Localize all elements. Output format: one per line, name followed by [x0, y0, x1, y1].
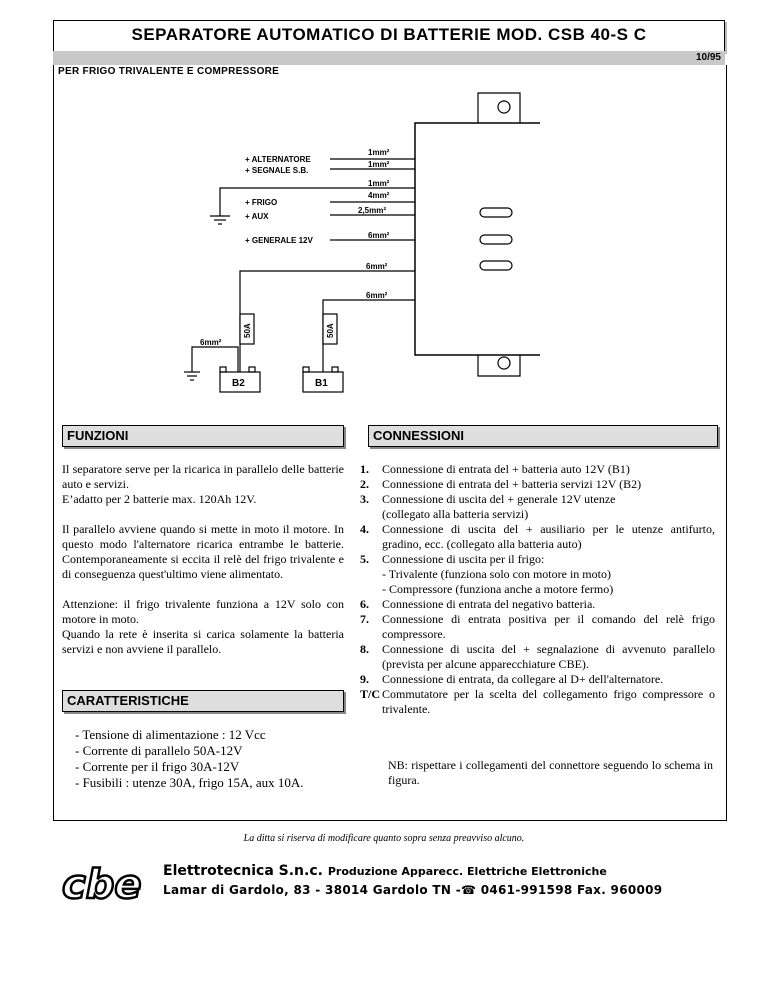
- wire-size-9: 6mm²: [200, 338, 222, 347]
- wire-size-6: 6mm²: [368, 231, 390, 240]
- wiring-diagram: [160, 88, 540, 398]
- connessioni-list: [360, 462, 715, 717]
- caratteristica-item: - Tensione di alimentazione : 12 Vcc: [75, 727, 266, 742]
- label-aux: + AUX: [245, 212, 269, 221]
- label-segnale: + SEGNALE S.B.: [245, 166, 309, 175]
- header-band: [53, 51, 725, 65]
- svg-text:cbe: cbe: [62, 862, 142, 908]
- document-date: 10/95: [695, 52, 721, 63]
- funzioni-text: [62, 462, 344, 657]
- funzioni-p3: Il parallelo avviene quando si mette in moto il motore. In questo modo l'alternatore ricarica entrambe le batterie. Contemporaneamente si eccita il relè del frigo trivalente e di conseguenza quest'ultimo viene alimentato.: [62, 522, 344, 581]
- fuse-label-b1: 50A: [326, 323, 335, 338]
- connessioni-note: NB: rispettare i collegamenti del connettore seguendo lo schema in figura.: [388, 758, 713, 787]
- funzioni-p4: Attenzione: il frigo trivalente funziona a 12V solo con motore in moto.: [62, 597, 344, 626]
- funzioni-p2: E’adatto per 2 batterie max. 120Ah 12V.: [62, 492, 257, 506]
- connessione-item: 5. Connessione di uscita per il frigo: - Trivalente (funziona solo con motore in moto) - Compressore (funziona anche a motore fermo): [360, 552, 614, 596]
- connessione-item: 6. Connessione di entrata del negativo batteria.: [360, 597, 596, 611]
- connessione-item: 1. Connessione di entrata del + batteria auto 12V (B1): [360, 462, 630, 476]
- wire-size-8: 6mm²: [366, 291, 388, 300]
- cbe-logo: [58, 856, 148, 908]
- wire-size-5: 2,5mm²: [358, 206, 387, 215]
- connessione-item: 3. Connessione di uscita del + generale 12V utenze (collegato alla batteria servizi): [360, 492, 616, 521]
- section-funzioni-heading: FUNZIONI: [62, 425, 344, 447]
- connessione-item: 2. Connessione di entrata del + batteria servizi 12V (B2): [360, 477, 642, 491]
- connessione-item: T/C Commutatore per la scelta del collegamento frigo compressore o trivalente.: [360, 687, 715, 716]
- company-line-1: [163, 863, 662, 879]
- document-subtitle: PER FRIGO TRIVALENTE E COMPRESSORE: [58, 66, 280, 77]
- wire-size-7: 6mm²: [366, 262, 388, 271]
- company-description: Produzione Apparecc. Elettriche Elettroniche: [327, 865, 607, 878]
- wire-size-2: 1mm²: [368, 160, 390, 169]
- label-frigo: + FRIGO: [245, 198, 278, 207]
- fuse-label-b2: 50A: [243, 323, 252, 338]
- connessione-item: 7. Connessione di entrata positiva per il comando del relè frigo compressore.: [360, 612, 715, 641]
- funzioni-p1: Il separatore serve per la ricarica in parallelo delle batterie auto e servizi.: [62, 462, 344, 491]
- label-alternatore: + ALTERNATORE: [245, 155, 311, 164]
- company-info: [163, 863, 662, 897]
- battery-label-b1: B1: [315, 378, 328, 389]
- title-bar: [53, 20, 725, 52]
- connessione-item: 8. Connessione di uscita del + segnalazione di avvenuto parallelo (prevista per alcune apparecchiature CBE).: [360, 642, 715, 671]
- company-address: Lamar di Gardolo, 83 - 38014 Gardolo TN -☎ 0461-991598 Fax. 960009: [163, 883, 663, 897]
- wire-size-3: 1mm²: [368, 179, 390, 188]
- battery-label-b2: B2: [232, 378, 245, 389]
- connessione-item: 4. Connessione di uscita del + ausiliario per le utenze antifurto, gradino, ecc. (collegato alla batteria auto): [360, 522, 715, 551]
- caratteristica-item: - Corrente di parallelo 50A-12V: [75, 743, 243, 758]
- connessione-item: 9. Connessione di entrata, da collegare al D+ dell'alternatore.: [360, 672, 664, 686]
- caratteristica-item: - Corrente per il frigo 30A-12V: [75, 759, 240, 774]
- document-title: SEPARATORE AUTOMATICO DI BATTERIE MOD. CSB 40-S C: [131, 25, 647, 44]
- funzioni-p5: Quando la rete è inserita si carica solamente la batteria servizi e non avviene il parallelo.: [62, 627, 344, 656]
- wire-size-1: 1mm²: [368, 148, 390, 157]
- caratteristiche-list: [75, 727, 304, 791]
- caratteristica-item: - Fusibili : utenze 30A, frigo 15A, aux 10A.: [75, 775, 304, 790]
- section-connessioni-heading: CONNESSIONI: [368, 425, 718, 447]
- section-caratteristiche-heading: CARATTERISTICHE: [62, 690, 344, 712]
- company-name: Elettrotecnica S.n.c.: [163, 863, 323, 879]
- wire-size-4: 4mm²: [368, 191, 390, 200]
- disclaimer: La ditta si riserva di modificare quanto sopra senza preavviso alcuno.: [243, 833, 525, 844]
- label-generale: + GENERALE 12V: [245, 236, 313, 245]
